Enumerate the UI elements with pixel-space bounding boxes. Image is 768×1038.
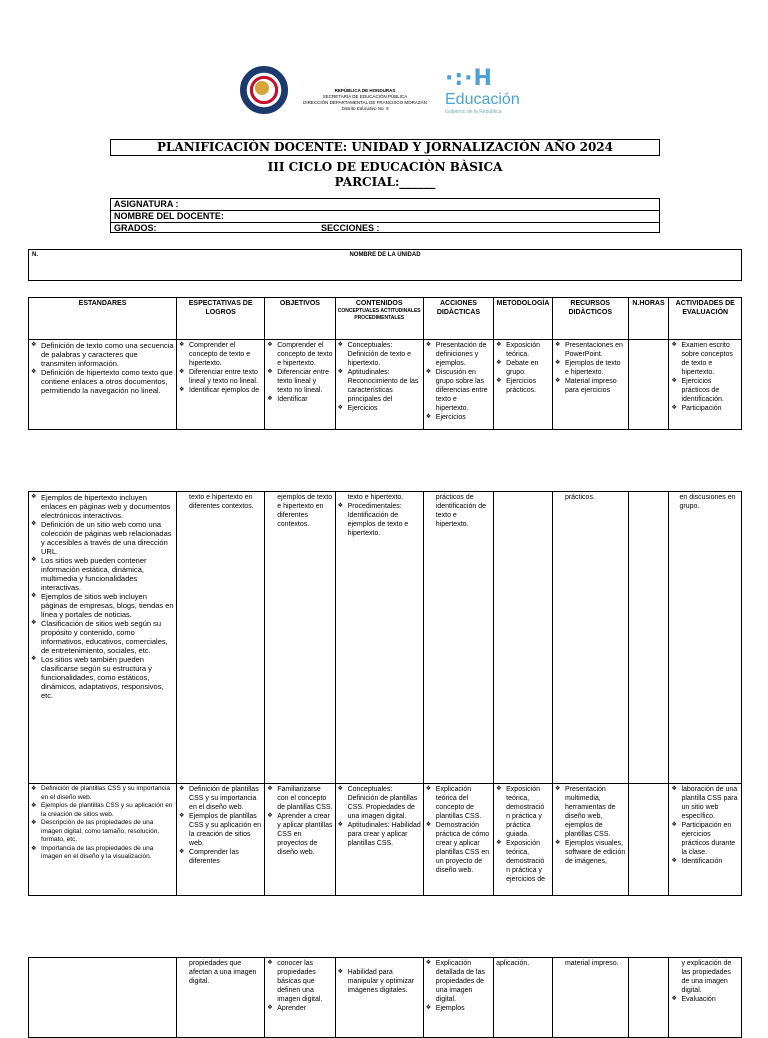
list-item: ❖ Clasificación de sitios web según su propósito y contenido, como informativos, educativos, comerciales, de entretenimiento, sociales, etc. [31,619,174,655]
list-item: ❖ Identificar ejemplos de [179,386,262,395]
parcial-subtitle: PARCIAL:______ [334,175,436,189]
list-item: ❖ Ejemplos de sitios web incluyen páginas de empresas, blogs, tiendas en línea y portales de noticias. [31,592,174,619]
list-item: ❖ Ejercicios prácticos de identificación. [671,377,739,404]
list-item: ❖ Procedimentales: Identificación de ejemplos de texto e hipertexto. [338,502,421,538]
list-item: ❖ Exposición teórica, demostració n práctica y práctica guiada. [496,785,550,839]
col-header [335,298,423,340]
cell-text: en discusiones en grupo. [669,492,742,784]
list-item: ❖ Importancia de las propiedades de una imagen en el diseño y la visualización. [31,845,174,862]
brand-mark: ·:·H [445,66,493,91]
col-header-sub: CONCEPTUALES ACTITUDINALES PROCEDIMENTALES [337,308,421,321]
planning-table-3 [28,957,742,1038]
list-item: ❖ Participación [671,404,739,413]
col-header: OBJETIVOS [265,298,335,340]
secciones-label: SECCIONES : [321,223,380,233]
list-item: ❖ Ejercicios [338,404,421,413]
list-item: ❖ Ejercicios [426,413,491,422]
list-item: ❖ conocer las propiedades básicas que definen una imagen digital. [267,959,332,1004]
cell-text: prácticos de identificación de texto e hipertexto. [423,492,493,784]
cycle-subtitle: III CICLO DE EDUCACIÒN BÀSICA [267,160,503,174]
list-item: ❖ Debate en grupo. [496,359,550,377]
list-item: ❖ Ejemplos de texto e hipertexto. [555,359,626,377]
list-item: ❖ Definición de un sitio web como una colección de páginas web relacionadas y accesibles a través de una dirección URL. [31,520,174,556]
brand-sub: Gobierno de la República [445,109,502,115]
cell-text: material impreso. [552,958,628,1038]
cell-text: aplicación. [494,958,553,1038]
list-item: ❖ Discusión en grupo sobre las diferencias entre texto e hipertexto. [426,368,491,413]
list-item: ❖ Ejemplos de plantillas CSS y su aplicación en la creación de sitios web. [31,802,174,819]
gov-line: Distrito Educativo No. 5 [341,106,389,111]
list-item: ❖ Definición de plantillas CSS y su importancia en el diseño web. [31,785,174,802]
cell-text: propiedades que afectan a una imagen digital. [177,958,265,1038]
cell-text: texto e hipertexto. [347,494,404,501]
page-title: PLANIFICACIÓN DOCENTE: UNIDAD Y JORNALIZACIÓN AÑO 2024 [110,139,660,156]
asignatura-field [111,199,659,211]
list-item: ❖ Examen escrito sobre conceptos de texto e hipertexto. [671,341,739,377]
list-item: ❖ Aptitudinales: Reconocimiento de las características principales del [338,368,421,404]
list-item: ❖ Ejercicios prácticos. [496,377,550,395]
list-item: ❖ Presentación de definiciones y ejemplos. [426,341,491,368]
planning-table-2 [28,491,742,896]
list-item: ❖ Conceptuales: Definición de plantillas CSS. Propiedades de una imagen digital. [338,785,421,821]
unit-box [28,249,742,281]
info-box [110,198,660,233]
col-header: ESPECTATIVAS DE LOGROS [177,298,265,340]
list-item: ❖ Diferenciar entre texto lineal y texto no lineal. [267,368,332,395]
list-item: ❖ Evaluación [671,995,739,1004]
list-item: ❖ Ejemplos visuales, software de edición de imágenes, [555,839,626,866]
unit-number-label: N. [32,252,38,258]
list-item: ❖ Ejemplos [426,1004,491,1013]
col-header-text: CONTENIDOS [355,300,403,307]
table-row [29,492,742,784]
educacion-logo [445,66,535,115]
col-header: ESTANDARES [29,298,177,340]
col-header: ACCIONES DIDÀCTICAS [423,298,493,340]
government-header [295,88,435,112]
list-item: ❖ Presentaciones en PowerPoint. [555,341,626,359]
list-item: ❖ Definición de plantillas CSS y su importancia en el diseño web. [179,785,262,812]
grados-field [111,223,659,234]
gov-line: REPÚBLICA DE HONDURAS [334,88,396,93]
col-header: RECURSOS DIDÀCTICOS [552,298,628,340]
list-item: ❖ Comprender el concepto de texto e hipertexto. [267,341,332,368]
col-header: METODOLOGÍA [494,298,553,340]
list-item: ❖ Familiarizarse con el concepto de plantillas CSS. [267,785,332,812]
col-header: N.HORAS [628,298,669,340]
list-item: ❖ Exposición teórica. [496,341,550,359]
list-item: ❖ laboración de una plantilla CSS para un sitio web específico. [671,785,739,821]
table-row [29,784,742,896]
list-item: ❖ Identificar [267,395,332,404]
list-item: ❖ Ejemplos de hipertexto incluyen enlaces en páginas web y documentos electrónicos interactivos. [31,493,174,520]
gov-line: DIRECCIÓN DEPARTAMENTAL DE FRANCISCO MORAZÁN [303,100,427,105]
docente-label: NOMBRE DEL DOCENTE: [114,211,224,221]
honduras-seal-logo [240,66,288,114]
list-item: ❖ Habilidad para manipular y optimizar imágenes digitales. [338,968,421,995]
list-item: ❖ Comprender las diferentes [179,848,262,866]
cell-text: ejemplos de texto e hipertexto en diferentes contextos. [265,492,335,784]
list-item: ❖ Demostración práctica de cómo crear y aplicar plantillas CSS en un proyecto de diseño web. [426,821,491,875]
list-item: ❖ Explicación detallada de las propiedades de una imagen digital. [426,959,491,1004]
list-item: ❖ Definición de hipertexto como texto que contiene enlaces a otros documentos, permitiendo la navegación no lineal. [31,368,174,395]
list-item: ❖ Aprender a crear y aplicar plantillas CSS en proyectos de diseño web. [267,812,332,857]
col-header: ACTIVIDADES DE EVALUACIÒN [669,298,742,340]
list-item: ❖ Presentación multimedia, herramientas de diseño web, ejemplos de plantillas CSS. [555,785,626,839]
planning-table-1 [28,297,742,430]
list-item: ❖ Participación en ejercicios prácticos durante la clase. [671,821,739,857]
list-item: ❖ Los sitios web pueden contener información estática, dinámica, multimedia y funcionalidades interactivas. [31,556,174,592]
gov-line: SECRETARÍA DE EDUCACIÓN PÚBLICA [322,94,408,99]
asignatura-label: ASIGNATURA : [114,199,179,209]
list-item: ❖ Aprender [267,1004,332,1013]
list-item: ❖ Explicación teórica del concepto de plantillas CSS. [426,785,491,821]
list-item: ❖ Identificación [671,857,739,866]
brand-word: Educación [445,91,520,108]
cell-text: y explicación de las propiedades de una imagen digital. [681,960,732,994]
cell-text: texto e hipertexto en diferentes contextos. [177,492,265,784]
table-row [29,958,742,1038]
list-item: ❖ Material impreso para ejercicios [555,377,626,395]
list-item: ❖ Aptitudinales: Habilidad para crear y aplicar plantillas CSS. [338,821,421,848]
list-item: ❖ Conceptuales: Definición de texto e hipertexto. [338,341,421,368]
list-item: ❖ Definición de texto como una secuencia de palabras y caracteres que transmiten información. [31,341,174,368]
list-item: ❖ Exposición teórica, demostració n práctica y ejercicios de [496,839,550,884]
unit-name-label: NOMBRE DE LA UNIDAD [349,252,421,258]
list-item: ❖ Diferenciar entre texto lineal y texto no lineal. [179,368,262,386]
table-row [29,340,742,430]
docente-field [111,211,659,223]
list-item: ❖ Descripción de las propiedades de una imagen digital, como tamaño, resolución, formato, etc. [31,819,174,845]
cell-text: prácticos. [552,492,628,784]
list-item: ❖ Ejemplos de plantillas CSS y su aplicación en la creación de sitios web. [179,812,262,848]
list-item: ❖ Comprender el concepto de texto e hipertexto. [179,341,262,368]
grados-label: GRADOS: [114,223,157,233]
list-item: ❖ Los sitios web también pueden clasificarse según su estructura y funcionalidades, como estáticos, dinámicos, adaptativos, responsivos, etc. [31,655,174,700]
